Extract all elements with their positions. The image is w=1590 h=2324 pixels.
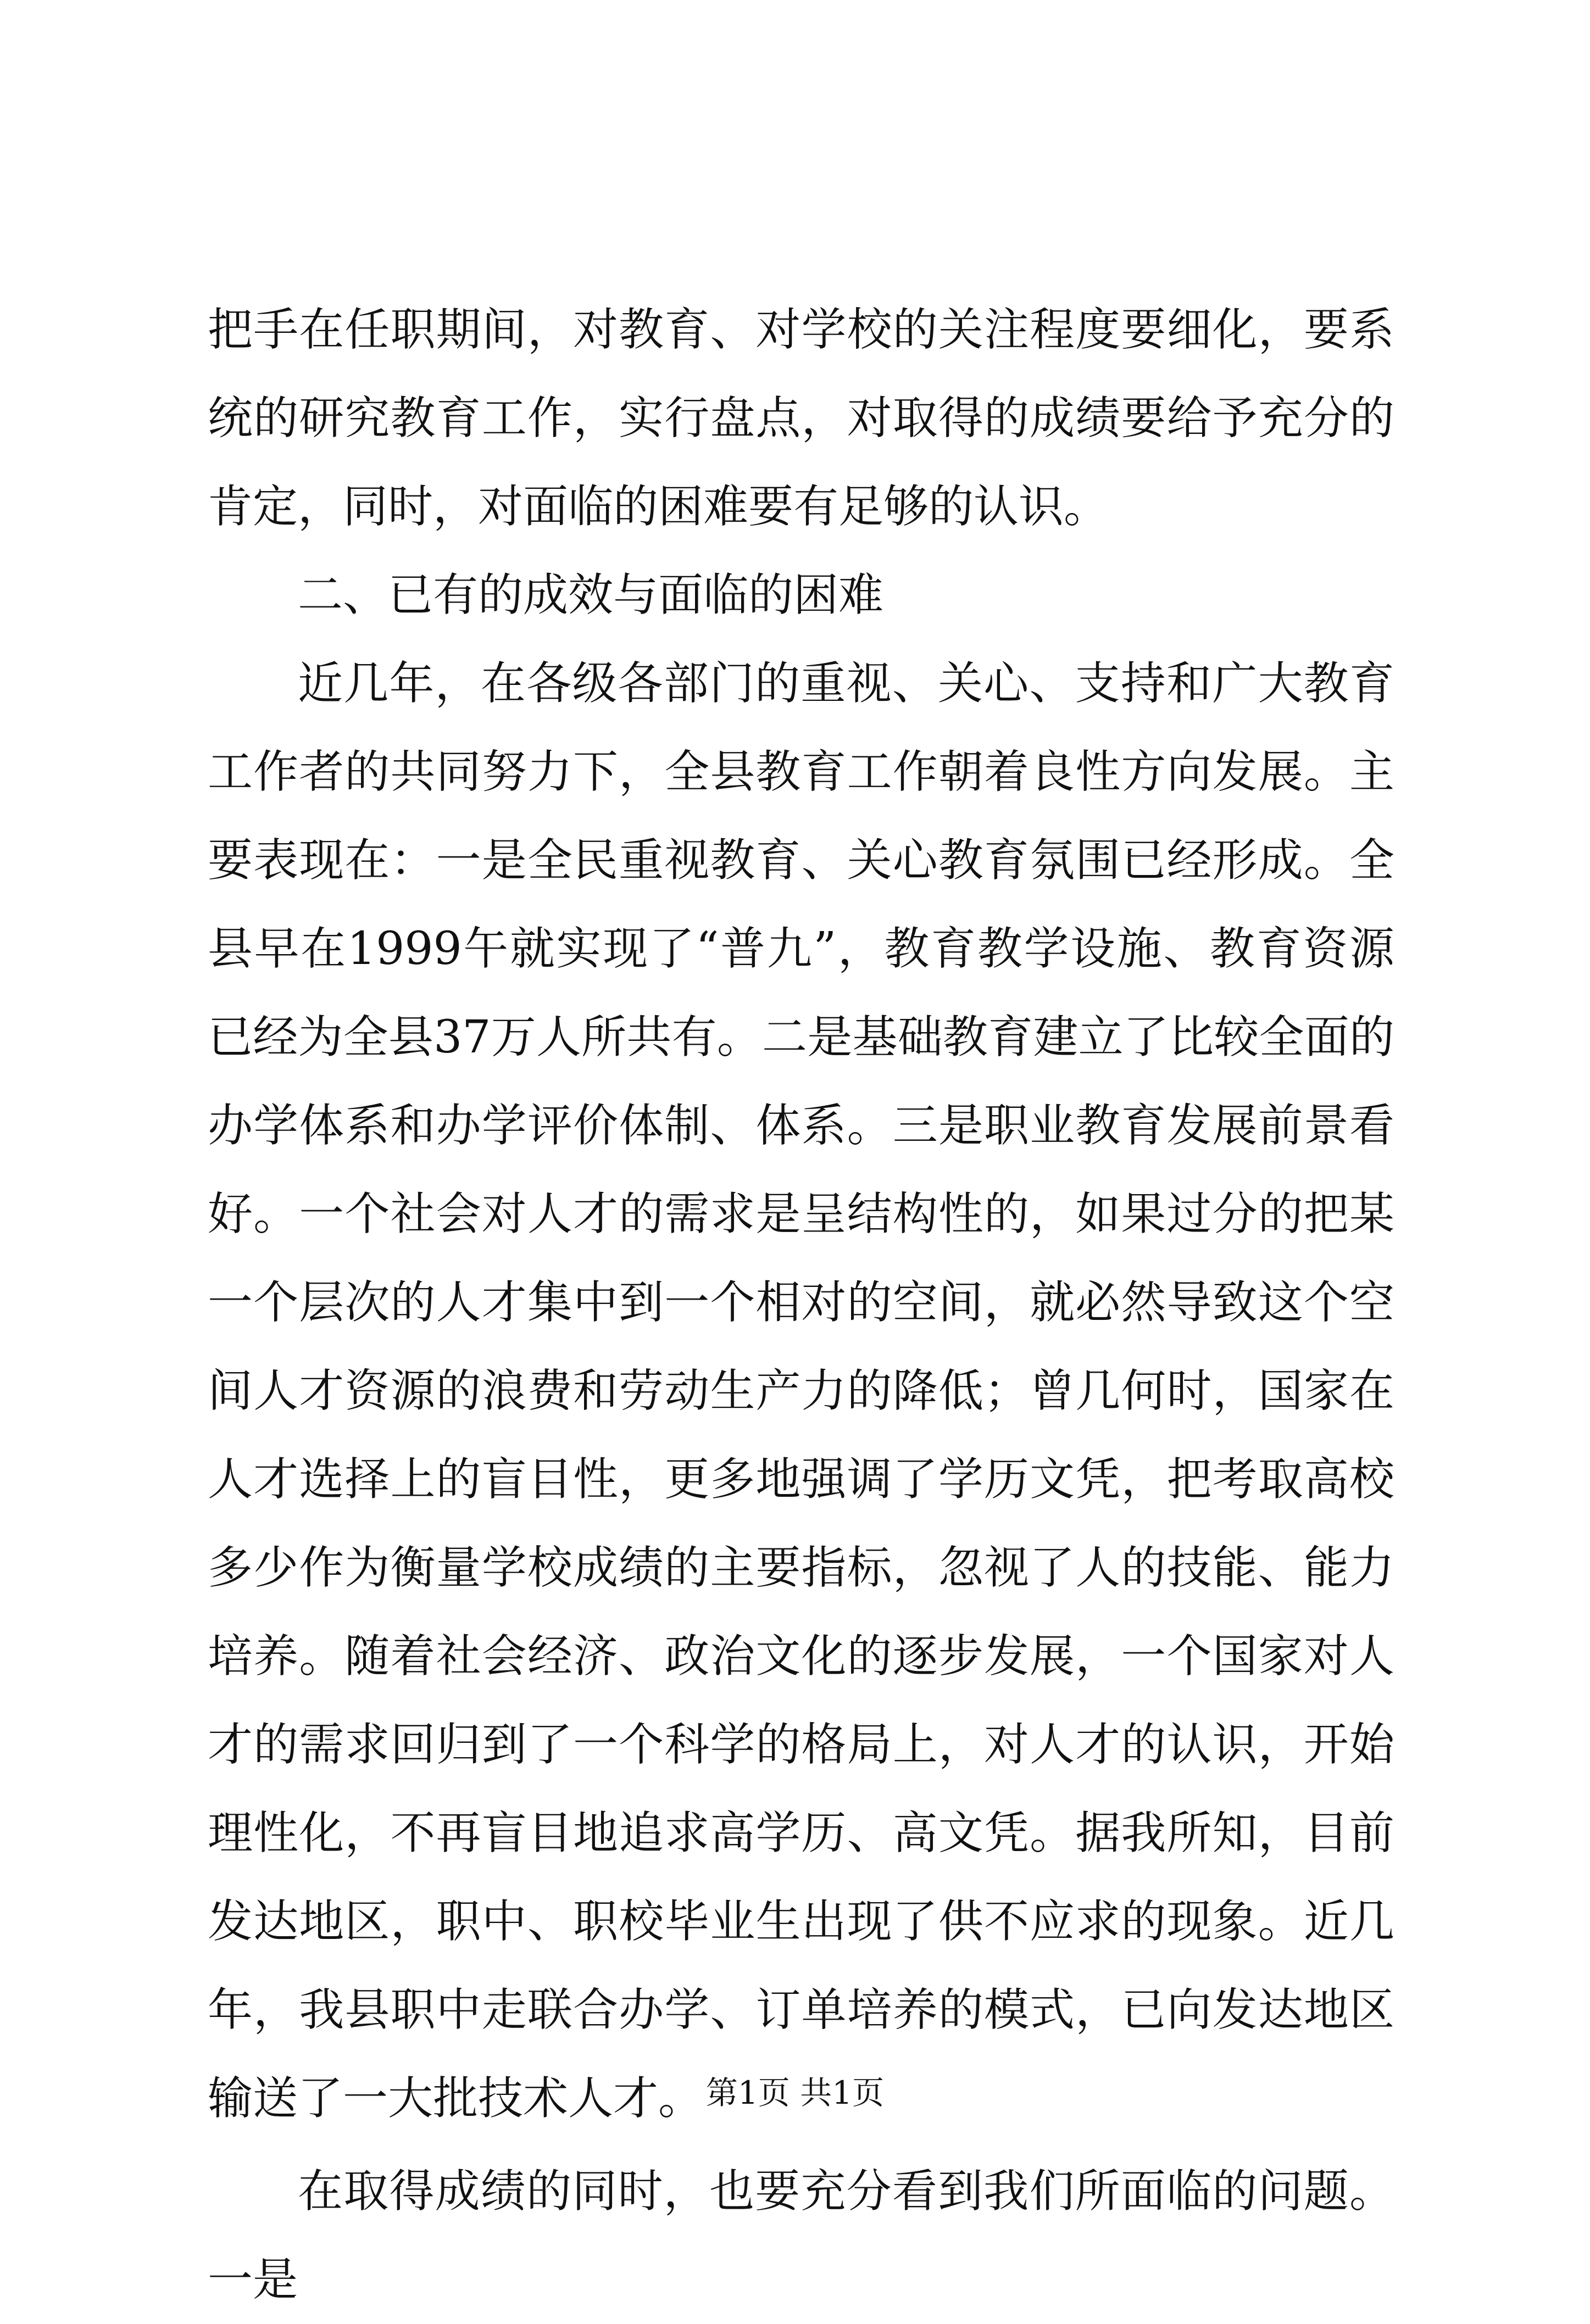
paragraph-continuation: 把手在任职期间，对教育、对学校的关注程度要细化，要系统的研究教育工作，实行盘点，对取得的成绩要给予充分的肯定，同时，对面临的困难要有足够的认识。: [208, 304, 1394, 533]
paragraph-problems: 在取得成绩的同时，也要充分看到我们所面临的问题。一是: [208, 2165, 1394, 2306]
document-body: [208, 286, 1394, 2324]
page-number-footer: 第1页 共1页: [705, 2074, 885, 2111]
paragraph-achievements: 近几年，在各级各部门的重视、关心、支持和广大教育工作者的共同努力下，全县教育工作朝着良性方向发展。主要表现在：一是全民重视教育、关心教育氛围已经形成。全县早在1999午就实现了“普九”，教育教学设施、教育资源已经为全县37万人所共有。二是基础教育建立了比较全面的办学体系和办学评价体制、体系。三是职业教育发展前景看好。一个社会对人才的需求是呈结构性的，如果过分的把某一个层次的人才集中到一个相对的空间，就必然导致这个空间人才资源的浪费和劳动生产力的降低；曾几何时，国家在人才选择上的盲目性，更多地强调了学历文凭，把考取高校多少作为衡量学校成绩的主要指标，忽视了人的技能、能力培养。随着社会经济、政治文化的逐步发展，一个国家对人才的需求回归到了一个科学的格局上，对人才的认识，开始理性化，不再盲目地追求高学历、高文凭。据我所知，目前发达地区，职中、职校毕业生出现了供不应求的现象。近几年，我县职中走联合办学、订单培养的模式，已向发达地区输送了一大批技术人才。: [208, 657, 1394, 2125]
section-heading: 二、已有的成效与面临的困难: [298, 569, 884, 621]
